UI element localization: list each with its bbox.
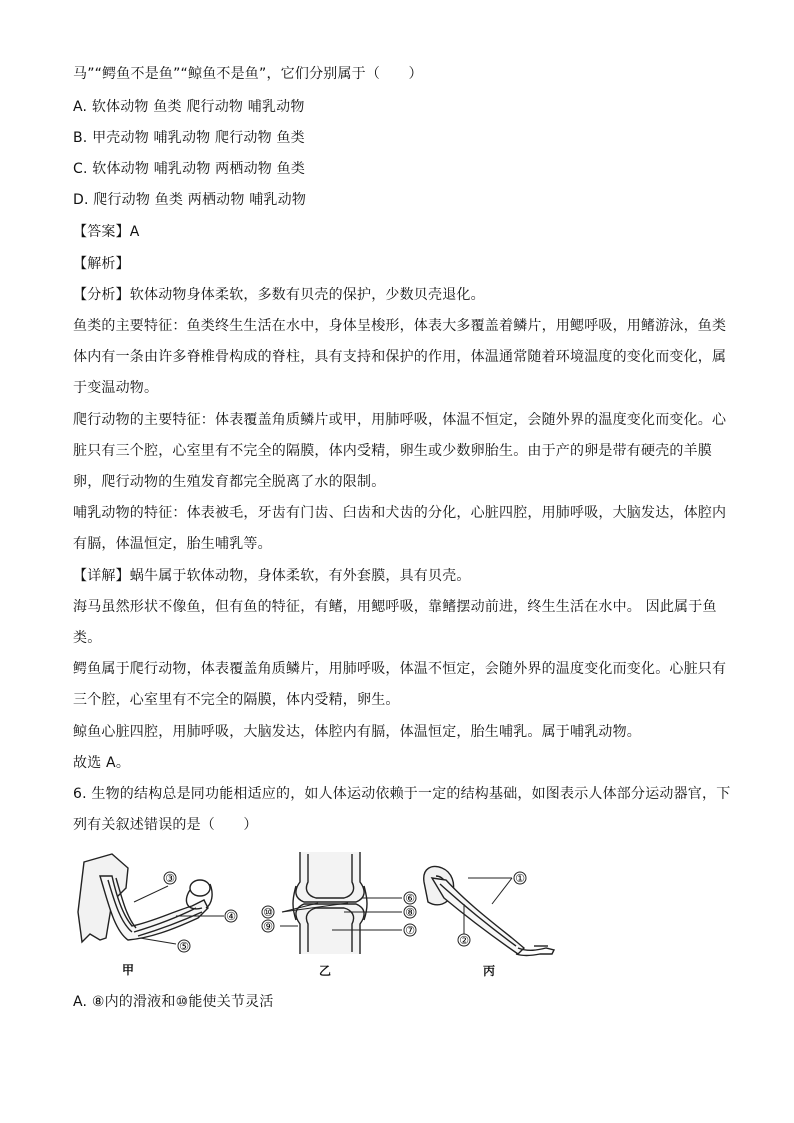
label-8: ⑧ [405,906,415,919]
analysis-line: 【详解】蜗牛属于软体动物，身体柔软，有外套膜，具有贝壳。 [73,568,471,584]
option-b: B. 甲壳动物 哺乳动物 爬行动物 鱼类 [73,130,305,146]
caption-jia: 甲 [122,963,135,977]
analysis-line: 爬行动物的主要特征：体表覆盖角质鳞片或甲，用肺呼吸，体温不恒定，会随外界的温度变化而变化。心 [73,412,727,428]
question-stem-tail: 马”“鳄鱼不是鱼”“鲸鱼不是鱼”，它们分别属于（ ） [73,66,423,82]
analysis-line: 鲸鱼心脏四腔，用肺呼吸，大脑发达，体腔内有膈，体温恒定，胎生哺乳。属于哺乳动物。 [73,724,641,740]
question6-stem-line2: 列有关叙述错误的是（ ） [73,817,258,833]
analysis-line: 鱼类的主要特征：鱼类终生生活在水中，身体呈梭形，体表大多覆盖着鳞片，用鳃呼吸，用鳍游泳，鱼类 [73,318,727,334]
option-a: A. 软体动物 鱼类 爬行动物 哺乳动物 [73,99,305,115]
arm-figure-bing [424,867,554,956]
arm-figure-jia [78,854,212,942]
caption-yi: 乙 [319,964,332,978]
analysis-line: 故选 A。 [73,755,131,771]
analysis-line: 脏只有三个腔，心室里有不完全的隔膜，体内受精，卵生或少数卵胎生。由于产的卵是带有硬壳的羊膜 [73,443,712,459]
analysis-line: 有膈，体温恒定，胎生哺乳等。 [73,536,272,552]
analysis-line: 三个腔，心室里有不完全的隔膜，体内受精，卵生。 [73,692,400,708]
motor-organs-figure [72,842,572,982]
label-6: ⑥ [405,892,415,905]
analysis-line: 卵，爬行动物的生殖发育都完全脱离了水的限制。 [73,474,386,490]
option-d: D. 爬行动物 鱼类 两栖动物 哺乳动物 [73,192,307,208]
analysis-line: 于变温动物。 [73,380,159,396]
joint-figure-yi [293,852,367,954]
label-9: ⑨ [263,920,273,933]
analysis-line: 【分析】软体动物身体柔软，多数有贝壳的保护，少数贝壳退化。 [73,287,485,303]
analysis-line: 鳄鱼属于爬行动物，体表覆盖角质鳞片，用肺呼吸，体温不恒定，会随外界的温度变化而变化。心脏只有 [73,661,727,677]
label-10: ⑩ [263,906,273,919]
label-7: ⑦ [405,924,415,937]
answer-line: 【答案】A [73,224,140,240]
analysis-line: 体内有一条由许多脊椎骨构成的脊柱，具有支持和保护的作用，体温通常随着环境温度的变化而变化，属 [73,349,727,365]
option-c: C. 软体动物 哺乳动物 两栖动物 鱼类 [73,161,306,177]
label-2: ② [459,934,469,947]
question6-option-a: A. ⑧内的滑液和⑩能使关节灵活 [73,994,274,1010]
question6-stem-line1: 6. 生物的结构总是同功能相适应的，如人体运动依赖于一定的结构基础，如图表示人体部分运动器官，下 [73,786,731,802]
label-3: ③ [165,872,175,885]
analysis-line: 类。 [73,630,102,646]
analysis-header: 【解析】 [73,256,130,272]
label-5: ⑤ [179,940,189,953]
analysis-line: 海马虽然形状不像鱼，但有鱼的特征，有鳍，用鳃呼吸，靠鳍摆动前进，终生生活在水中。 因此属于鱼 [73,599,717,615]
analysis-line: 哺乳动物的特征：体表被毛，牙齿有门齿、臼齿和犬齿的分化，心脏四腔，用肺呼吸，大脑发达，体腔内 [73,505,727,521]
caption-bing: 丙 [483,964,496,978]
label-4: ④ [226,910,236,923]
label-1: ① [515,872,525,885]
